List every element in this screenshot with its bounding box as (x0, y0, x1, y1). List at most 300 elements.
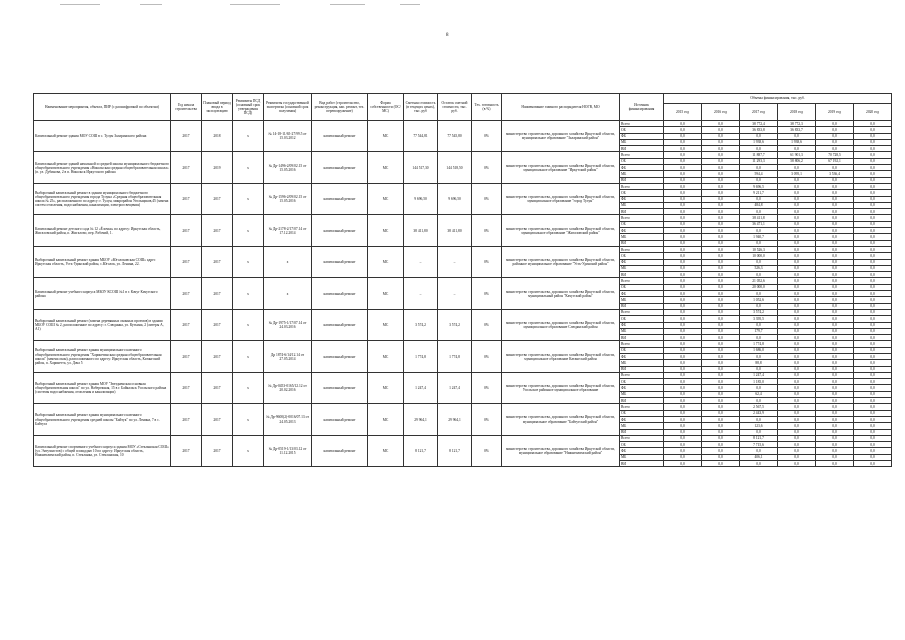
fin-value: 88,8 (740, 360, 778, 366)
fin-value: 0,0 (778, 221, 816, 227)
fin-value: 0,0 (854, 309, 892, 315)
object-readiness: 0% (472, 246, 502, 277)
fin-value: 36 471,1 (740, 221, 778, 227)
fin-value: 0,0 (816, 461, 854, 467)
col-fin-group: Объемы финансирования, тыс. руб. (664, 94, 892, 104)
fin-value: 484,8 (740, 202, 778, 208)
fin-value: 0,0 (664, 152, 702, 158)
fin-value: 38 411,8 (740, 215, 778, 221)
fin-value: 0,0 (778, 259, 816, 265)
fin-source: ВИ (620, 303, 664, 309)
fin-value: 0,0 (778, 291, 816, 297)
object-req: х (233, 372, 264, 403)
fin-source: ВИ (620, 461, 664, 467)
object-work-type: капитальный ремонт (312, 121, 368, 152)
object-expertise: № Др-2178-2/17/07.14 от 17.12.2014 (264, 215, 312, 246)
fin-value: 58 806,2 (778, 158, 816, 164)
fin-value: 0,0 (854, 423, 892, 429)
fin-value: 11 887,7 (740, 152, 778, 158)
fin-value: 0,0 (816, 215, 854, 221)
fin-value: 10 000,0 (740, 253, 778, 259)
fin-value: 0,0 (664, 429, 702, 435)
object-year: 2017 (171, 183, 202, 214)
object-grbs: министерство строительства, дорожного хозяйства Иркутской области, муниципальное образование "Заларинский район" (502, 121, 620, 152)
fin-source: ОБ (620, 284, 664, 290)
fin-value: 0,0 (854, 448, 892, 454)
object-grbs: министерство строительства, дорожного хозяйства Иркутской области, муниципальное образование "Байтугский район" (502, 404, 620, 435)
object-grbs: министерство строительства, дорожного хозяйства Иркутской области, районное муниципальное образование "Усть-Удинский район" (502, 246, 620, 277)
fin-value: 0,0 (854, 303, 892, 309)
object-rest-cost: 3 574,2 (438, 309, 472, 340)
fin-source: Всего (620, 372, 664, 378)
fin-value: 0,0 (778, 448, 816, 454)
fin-value: 594,4 (740, 171, 778, 177)
object-est-cost: 1 774,8 (404, 341, 438, 372)
fin-value: 0,0 (664, 347, 702, 353)
fin-value: 0,0 (664, 416, 702, 422)
fin-value: 0,0 (778, 341, 816, 347)
fin-value: 0,0 (702, 341, 740, 347)
col-rest-cost: Остаток сметной стоимости, тыс. руб. (438, 94, 472, 121)
fin-value: 0,0 (854, 328, 892, 334)
fin-value: 0,0 (702, 316, 740, 322)
fin-source: ОБ (620, 221, 664, 227)
fin-value: 0,0 (778, 379, 816, 385)
fin-source: Всего (620, 183, 664, 189)
fin-value: 0,0 (778, 253, 816, 259)
fin-value: 0,0 (816, 391, 854, 397)
fin-value: 0,0 (816, 366, 854, 372)
object-year: 2017 (171, 246, 202, 277)
fin-value: 0,0 (778, 435, 816, 441)
fin-value: 0,0 (816, 429, 854, 435)
fin-value: 0,0 (778, 278, 816, 284)
fin-value: 0,0 (854, 165, 892, 171)
object-grbs: министерство строительства, дорожного хозяйства Иркутской области, муниципальный район "Качугский район" (502, 278, 620, 309)
fin-value: 0,0 (778, 328, 816, 334)
fin-source: ВИ (620, 366, 664, 372)
fin-value: 0,0 (778, 309, 816, 315)
fin-value: 0,0 (740, 165, 778, 171)
fin-source: МБ (620, 202, 664, 208)
fin-value: 0,0 (702, 215, 740, 221)
fin-value: 0,0 (664, 146, 702, 152)
fin-source: ФБ (620, 228, 664, 234)
fin-source: ВИ (620, 209, 664, 215)
object-rest-cost: – (438, 278, 472, 309)
object-rest-cost: 1 774,8 (438, 341, 472, 372)
object-readiness: 0% (472, 183, 502, 214)
fin-source: ВИ (620, 240, 664, 246)
fin-value: 0,0 (664, 177, 702, 183)
object-name: Выборочный капитальный ремонт здания муниципального казенного общеобразовательного учреждения средней школы "Байтук" по ул. Ленина, 7 в с. Байтуга (34, 404, 171, 435)
fin-value: 0,0 (854, 410, 892, 416)
fin-value: 0,0 (854, 209, 892, 215)
object-rest-cost: 144 518,50 (438, 152, 472, 183)
fin-value: 0,0 (816, 284, 854, 290)
fin-value: 0,0 (702, 228, 740, 234)
fin-value: 0,0 (816, 322, 854, 328)
fin-value: 1 940,7 (740, 234, 778, 240)
fin-value: 0,0 (854, 246, 892, 252)
fin-source: ФБ (620, 259, 664, 265)
fin-value: 9 696,5 (740, 183, 778, 189)
fin-value: 0,0 (702, 353, 740, 359)
fin-source: ОБ (620, 253, 664, 259)
object-expertise: х (264, 278, 312, 309)
fin-value: 0,0 (816, 209, 854, 215)
fin-value: 0,0 (778, 404, 816, 410)
financing-table (33, 93, 892, 467)
fin-value: 0,0 (740, 177, 778, 183)
fin-value: 0,0 (816, 398, 854, 404)
fin-value: 0,0 (778, 423, 816, 429)
object-work-type: капитальный ремонт (312, 372, 368, 403)
fin-value: 0,0 (778, 303, 816, 309)
object-year: 2017 (171, 435, 202, 466)
object-readiness: 0% (472, 121, 502, 152)
fin-value: 0,0 (854, 146, 892, 152)
fin-value: 0,0 (778, 146, 816, 152)
fin-value: 0,0 (740, 416, 778, 422)
fin-source: ФБ (620, 385, 664, 391)
object-est-cost: – (404, 278, 438, 309)
object-expertise: № Др-1496-2/09/02.15 от 15.05.2016 (264, 152, 312, 183)
object-expertise: № Др-1596-2/09/02.15 от 15.05.2016 (264, 183, 312, 214)
fin-value: 0,0 (702, 435, 740, 441)
fin-value: 0,0 (854, 234, 892, 240)
fin-value: 0,0 (702, 127, 740, 133)
object-req: х (233, 341, 264, 372)
fin-value: 0,0 (664, 265, 702, 271)
object-est-cost: 3 574,2 (404, 309, 438, 340)
fin-value: 0,0 (740, 272, 778, 278)
col-year-2017: 2017 год (740, 103, 778, 120)
fin-value: 0,0 (778, 165, 816, 171)
fin-value: 0,0 (702, 259, 740, 265)
fin-value: 0,0 (702, 190, 740, 196)
fin-value: 0,0 (854, 461, 892, 467)
object-year: 2017 (171, 121, 202, 152)
fin-value: 0,0 (854, 278, 892, 284)
object-year: 2017 (171, 404, 202, 435)
fin-value: 0,0 (702, 347, 740, 353)
fin-value: 0,0 (702, 272, 740, 278)
fin-value: 179,7 (740, 328, 778, 334)
fin-value: 0,0 (702, 165, 740, 171)
fin-value: 0,0 (702, 404, 740, 410)
fin-value: 406,1 (740, 454, 778, 460)
fin-source: ОБ (620, 316, 664, 322)
fin-value: 0,0 (664, 410, 702, 416)
object-rest-cost: 29 964,1 (438, 404, 472, 435)
fin-source: ОБ (620, 410, 664, 416)
fin-source: МБ (620, 234, 664, 240)
object-year: 2017 (171, 341, 202, 372)
fin-value: 0,0 (854, 297, 892, 303)
object-expertise: х (264, 246, 312, 277)
fin-value: 0,0 (816, 297, 854, 303)
fin-value: 0,0 (816, 139, 854, 145)
fin-value: 67 192,1 (816, 158, 854, 164)
fin-value: 0,0 (702, 284, 740, 290)
object-year: 2017 (171, 152, 202, 183)
fin-value: 0,0 (740, 146, 778, 152)
fin-source: ОБ (620, 190, 664, 196)
fin-value: 0,0 (664, 335, 702, 341)
fin-source: ОБ (620, 158, 664, 164)
fin-value: 0,0 (740, 322, 778, 328)
fin-value: 0,0 (816, 454, 854, 460)
col-work: Вид работ (строительство, реконструкция, кап. ремонт, тех. перевооружение) (312, 94, 368, 121)
fin-value: 0,0 (740, 335, 778, 341)
object-period: 2017 (202, 372, 233, 403)
fin-value: 0,0 (664, 391, 702, 397)
fin-source: Всего (620, 404, 664, 410)
fin-value: 61 901,3 (778, 152, 816, 158)
fin-value: 0,0 (816, 240, 854, 246)
fin-value: 3 574,2 (740, 309, 778, 315)
object-grbs: министерство строительства, дорожного хозяйства Иркутской области, муниципальное образование "Иркутский район" (502, 152, 620, 183)
object-rest-cost: 38 411,80 (438, 215, 472, 246)
fin-value: 0,0 (778, 316, 816, 322)
fin-value: 526,3 (740, 265, 778, 271)
fin-value: 0,0 (854, 259, 892, 265)
fin-value: 2 443,9 (740, 410, 778, 416)
fin-value: 0,0 (854, 322, 892, 328)
fin-value: 38 772,4 (740, 121, 778, 127)
object-name: Выборочный капитальный ремонт здания муниципального казенного общеобразовательного учреждения "Харикетинская средняя общеобразовательная школа" (замена окон), расположенного по адресу: Иркутская область, Катангский район, п. Харикетта, ул. Дача 5 (34, 341, 171, 372)
object-req: х (233, 278, 264, 309)
fin-value: 0,0 (816, 404, 854, 410)
fin-value: 0,0 (702, 152, 740, 158)
fin-value: 0,0 (816, 177, 854, 183)
fin-value: 0,0 (702, 442, 740, 448)
fin-value: 0,0 (816, 442, 854, 448)
fin-value: 0,0 (816, 127, 854, 133)
fin-value: 0,0 (702, 253, 740, 259)
fin-value: 0,0 (854, 341, 892, 347)
fin-value: 0,0 (778, 202, 816, 208)
fin-value: 0,0 (854, 385, 892, 391)
object-est-cost: 77 544,81 (404, 121, 438, 152)
fin-value: 7 715,6 (740, 442, 778, 448)
fin-source: МБ (620, 423, 664, 429)
object-grbs: министерство строительства, дорожного хозяйства Иркутской области, Усольское районное муниципальное образование (502, 372, 620, 403)
fin-source: МБ (620, 265, 664, 271)
fin-value: 0,0 (778, 215, 816, 221)
fin-value: 0,0 (702, 429, 740, 435)
fin-source: Всего (620, 215, 664, 221)
fin-value: 0,0 (816, 347, 854, 353)
fin-value: 0,0 (778, 183, 816, 189)
fin-source: ВИ (620, 272, 664, 278)
fin-value: 0,0 (702, 328, 740, 334)
col-req: Реквизиты ПСД (основный срок утверждения ПСД) (233, 94, 264, 121)
fin-value: 3 095,1 (778, 171, 816, 177)
object-est-cost: 9 696,50 (404, 183, 438, 214)
object-grbs: министерство строительства, дорожного хозяйства Иркутской области, муниципальное образование "Жигаловский район" (502, 215, 620, 246)
fin-value: 0,0 (778, 366, 816, 372)
fin-value: 0,0 (854, 360, 892, 366)
fin-value: 0,0 (664, 246, 702, 252)
fin-source: МБ (620, 297, 664, 303)
fin-value: 0,0 (778, 265, 816, 271)
fin-value: 0,0 (854, 202, 892, 208)
fin-value: 0,0 (702, 234, 740, 240)
object-period: 2017 (202, 435, 233, 466)
fin-value: 0,0 (854, 435, 892, 441)
fin-value: 0,0 (816, 435, 854, 441)
fin-value: 0,0 (702, 291, 740, 297)
object-period: 2017 (202, 404, 233, 435)
fin-value: 0,0 (702, 146, 740, 152)
col-readiness: Тех. готовность (в %) (472, 94, 502, 121)
fin-source: Всего (620, 435, 664, 441)
fin-source: МБ (620, 139, 664, 145)
fin-source: ВИ (620, 398, 664, 404)
object-req: х (233, 215, 264, 246)
fin-value: 0,0 (816, 133, 854, 139)
object-period: 2018 (202, 121, 233, 152)
fin-value: 0,0 (702, 297, 740, 303)
object-est-cost: 144 517,30 (404, 152, 438, 183)
fin-value: 0,0 (854, 171, 892, 177)
col-year-2019: 2019 год (816, 103, 854, 120)
page-number: 8 (446, 33, 449, 38)
fin-value: 0,0 (816, 259, 854, 265)
fin-value: 0,0 (854, 284, 892, 290)
fin-value: 0,0 (778, 284, 816, 290)
object-work-type: капитальный ремонт (312, 246, 368, 277)
fin-source: ФБ (620, 322, 664, 328)
fin-value: 0,0 (664, 316, 702, 322)
object-name: Выборочный капитальный ремонт здания МОУ "Звездненская основная общеобразовательная школа" по ул. Набережная, 15 в г. Байкальск Усольского района (системы водоснабжения, отопления и канализации) (34, 372, 171, 403)
fin-value: 0,0 (740, 259, 778, 265)
fin-value: 0,0 (778, 228, 816, 234)
object-expertise: № 14-18-11/65-27/99.5 от 15.03.2012 (264, 121, 312, 152)
fin-value: 0,0 (664, 303, 702, 309)
fin-value: 0,0 (854, 152, 892, 158)
fin-source: ФБ (620, 165, 664, 171)
fin-value: 38 772,3 (778, 121, 816, 127)
fin-value: 0,0 (816, 448, 854, 454)
fin-value: 0,0 (854, 221, 892, 227)
object-ownership: МС (368, 246, 404, 277)
fin-value: 0,0 (816, 221, 854, 227)
fin-value: 0,0 (854, 442, 892, 448)
fin-value: 0,0 (854, 404, 892, 410)
fin-source: Всего (620, 246, 664, 252)
object-period: 2017 (202, 215, 233, 246)
object-year: 2017 (171, 309, 202, 340)
fin-source: Всего (620, 152, 664, 158)
fin-value: 0,0 (702, 372, 740, 378)
object-work-type: капитальный ремонт (312, 309, 368, 340)
fin-value: 0,0 (854, 379, 892, 385)
fin-value: 0,0 (816, 228, 854, 234)
fin-value: 0,0 (854, 228, 892, 234)
fin-value: 0,0 (778, 416, 816, 422)
fin-value: 0,0 (664, 353, 702, 359)
object-period: 2017 (202, 246, 233, 277)
fin-value: 0,0 (854, 335, 892, 341)
object-rest-cost: 9 696,50 (438, 183, 472, 214)
fin-source: Всего (620, 341, 664, 347)
fin-value: 0,0 (702, 246, 740, 252)
object-ownership: МС (368, 341, 404, 372)
fin-value: 0,0 (664, 183, 702, 189)
fin-value: 0,0 (816, 272, 854, 278)
object-name: Выборочный капитальный ремонт (замена деревянных оконных проемов) в здании МБОУ СОШ № 2, расположенное по адресу: г. Слюдянка, ул. Кутьина, 2 (литеры А, А1) (34, 309, 171, 340)
object-readiness: 0% (472, 435, 502, 466)
col-ownership: Форма собственности (ОС/МС) (368, 94, 404, 121)
fin-source: ФБ (620, 133, 664, 139)
object-ownership: МС (368, 435, 404, 466)
fin-source: ОБ (620, 127, 664, 133)
object-readiness: 0% (472, 215, 502, 246)
fin-source: ФБ (620, 448, 664, 454)
object-period: 2017 (202, 309, 233, 340)
fin-value: 0,0 (702, 196, 740, 202)
fin-value: 0,0 (854, 372, 892, 378)
object-year: 2017 (171, 278, 202, 309)
fin-value: 0,0 (778, 209, 816, 215)
fin-value: 0,0 (702, 416, 740, 422)
object-req: х (233, 435, 264, 466)
fin-source: ОБ (620, 442, 664, 448)
fin-value: 0,0 (664, 272, 702, 278)
fin-value: 0,0 (778, 461, 816, 467)
fin-value: 0,0 (854, 240, 892, 246)
fin-value: 0,0 (816, 423, 854, 429)
fin-value: 0,0 (664, 360, 702, 366)
object-grbs: министерство строительства, дорожного хозяйства Иркутской области, муниципальное образование Слюдянский район (502, 309, 620, 340)
fin-value: 0,0 (664, 435, 702, 441)
fin-value: 0,0 (854, 190, 892, 196)
fin-value: 0,0 (664, 309, 702, 315)
fin-value: 0,0 (854, 272, 892, 278)
fin-value: 0,0 (664, 291, 702, 297)
fin-value: 0,0 (664, 171, 702, 177)
fin-value: 0,0 (664, 196, 702, 202)
object-ownership: МС (368, 278, 404, 309)
fin-value: 0,0 (702, 133, 740, 139)
object-est-cost: – (404, 246, 438, 277)
col-name: Наименование мероприятия, объекта, ПИР (с расшифровкой по объектам) (34, 94, 171, 121)
fin-value: 1 938,6 (740, 139, 778, 145)
fin-source: ФБ (620, 353, 664, 359)
fin-source: Всего (620, 309, 664, 315)
fin-value: 0,0 (702, 221, 740, 227)
fin-value: 2 567,5 (740, 404, 778, 410)
fin-value: 0,0 (740, 209, 778, 215)
fin-value: 0,0 (702, 240, 740, 246)
fin-value: 0,0 (854, 416, 892, 422)
fin-value: 0,0 (778, 385, 816, 391)
table-row (34, 183, 892, 189)
fin-value: 0,0 (702, 454, 740, 460)
col-year: Год начала строительства (171, 94, 202, 121)
object-work-type: капитальный ремонт (312, 404, 368, 435)
fin-source: ВИ (620, 177, 664, 183)
object-expertise: № Др-0453-0165/12.12 от 20.02.2016 (264, 372, 312, 403)
fin-value: 0,0 (854, 353, 892, 359)
object-name: Выборочный капитальный ремонт в здании муниципального бюджетного общеобразовательного учреждения города Тулуна «Средняя общеобразовательная школа № 25», расположенного по адресу: г. Тулун, микрорайон Угольщиков,45 (замена систем отопления, водоснабжения, канализации, электроосвещения) (34, 183, 171, 214)
fin-value: 0,0 (778, 272, 816, 278)
fin-value: 0,0 (664, 385, 702, 391)
fin-value: 8 121,7 (740, 435, 778, 441)
